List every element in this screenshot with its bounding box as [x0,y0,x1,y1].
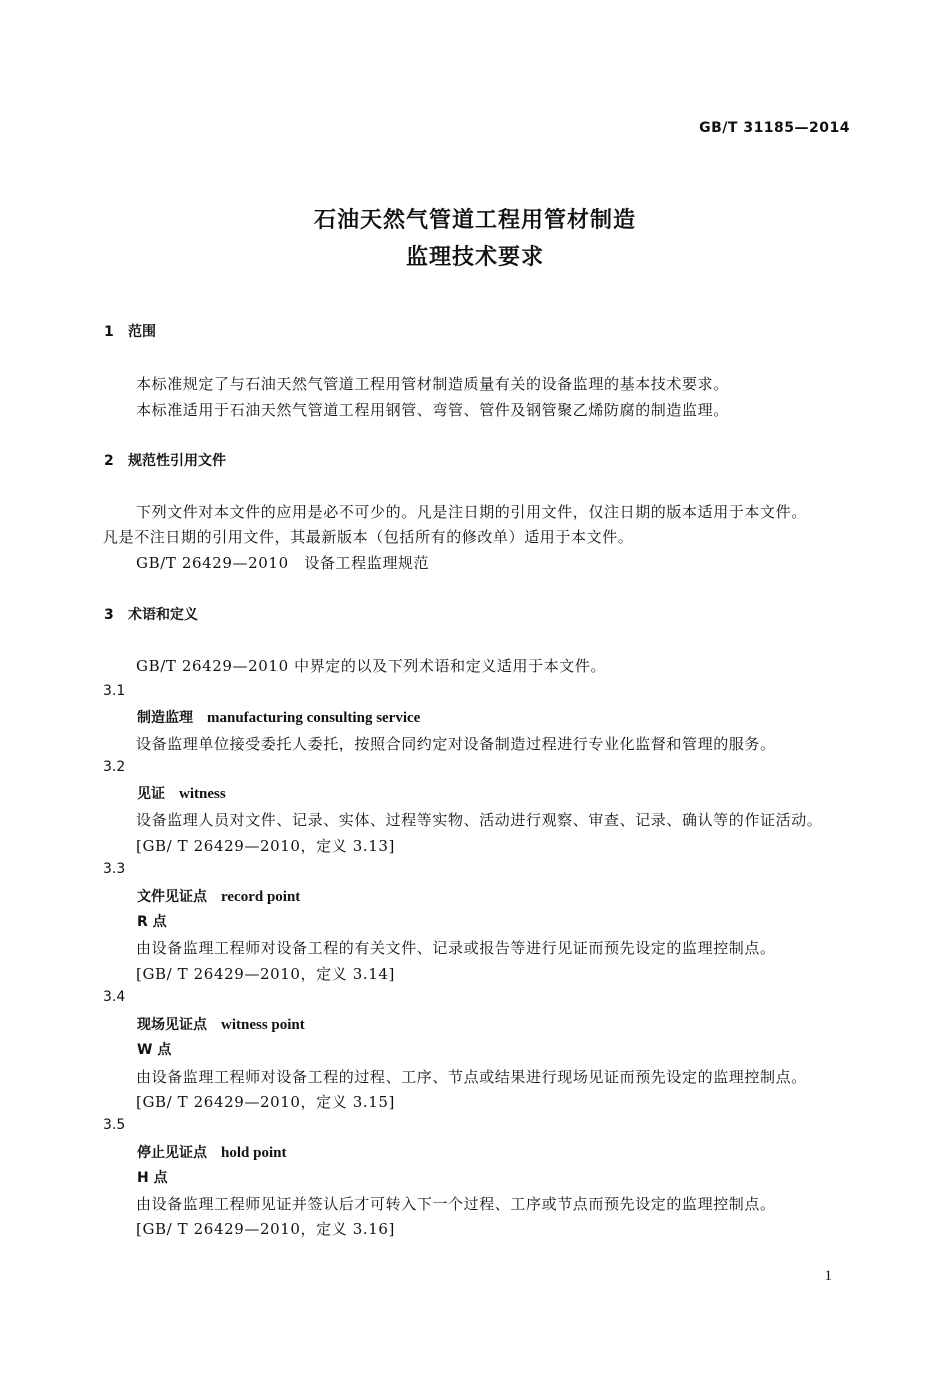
section-number: 1 [104,324,114,340]
section-number: 2 [104,453,114,469]
term-chinese: 见证 [137,786,165,802]
section-1-paragraph-1: 本标准规定了与石油天然气管道工程用管材制造质量有关的设备监理的基本技术要求。 [136,375,729,393]
term-heading [137,707,420,727]
section-title: 范围 [128,324,156,340]
term-english: manufacturing consulting service [207,710,421,726]
section-2-paragraph-line-2: 凡是不注日期的引用文件，其最新版本（包括所有的修改单）适用于本文件。 [103,528,634,546]
term-heading [137,1142,286,1162]
section-title: 规范性引用文件 [128,453,226,469]
term-heading [137,1014,305,1034]
term-number: 3.4 [103,989,126,1005]
term-number: 3.2 [103,759,126,775]
term-chinese: 制造监理 [137,710,193,726]
term-number: 3.3 [103,861,126,877]
term-definition: 由设备监理工程师对设备工程的过程、工序、节点或结果进行现场见证而预先设定的监理控制点。 [136,1068,807,1086]
term-source: [GB/ T 26429—2010，定义 3.14] [136,965,395,983]
term-heading [137,886,300,906]
section-title: 术语和定义 [128,607,198,623]
normative-reference: GB/T 26429—2010 设备工程监理规范 [136,554,430,572]
section-1-heading [104,321,156,341]
term-chinese: 现场见证点 [137,1017,207,1033]
term-english: witness point [221,1017,305,1033]
term-definition: 设备监理人员对文件、记录、实体、过程等实物、活动进行观察、审查、记录、确认等的作证活动。 [136,811,823,829]
term-english: record point [221,889,301,905]
page-number: 1 [824,1268,832,1284]
term-number: 3.5 [103,1117,126,1133]
term-definition: 由设备监理工程师见证并签认后才可转入下一个过程、工序或节点而预先设定的监理控制点。 [136,1195,776,1213]
term-source: [GB/ T 26429—2010，定义 3.15] [136,1093,395,1111]
term-source: [GB/ T 26429—2010，定义 3.16] [136,1220,395,1238]
section-2-heading [104,450,226,470]
document-title-line-1: 石油天然气管道工程用管材制造 [313,208,636,233]
term-number: 3.1 [103,683,126,699]
term-definition: 由设备监理工程师对设备工程的有关文件、记录或报告等进行见证而预先设定的监理控制点。 [136,939,776,957]
section-1-paragraph-2: 本标准适用于石油天然气管道工程用钢管、弯管、管件及钢管聚乙烯防腐的制造监理。 [136,401,729,419]
term-heading [137,783,226,803]
term-definition: 设备监理单位接受委托人委托，按照合同约定对设备制造过程进行专业化监督和管理的服务。 [136,735,776,753]
term-chinese: 文件见证点 [137,889,207,905]
standard-number: GB/T 31185—2014 [699,120,850,136]
term-symbol: R 点 [137,914,167,930]
document-title-line-2: 监理技术要求 [405,245,544,270]
section-3-heading [104,604,198,624]
term-symbol: H 点 [137,1170,168,1186]
section-2-paragraph-line-1: 下列文件对本文件的应用是必不可少的。凡是注日期的引用文件，仅注日期的版本适用于本文件。 [136,503,807,521]
term-chinese: 停止见证点 [137,1145,207,1161]
term-english: hold point [221,1145,287,1161]
term-source: [GB/ T 26429—2010，定义 3.13] [136,837,395,855]
section-3-intro: GB/T 26429—2010 中界定的以及下列术语和定义适用于本文件。 [136,657,607,675]
term-symbol: W 点 [137,1042,172,1058]
term-english: witness [179,786,226,802]
section-number: 3 [104,607,114,623]
